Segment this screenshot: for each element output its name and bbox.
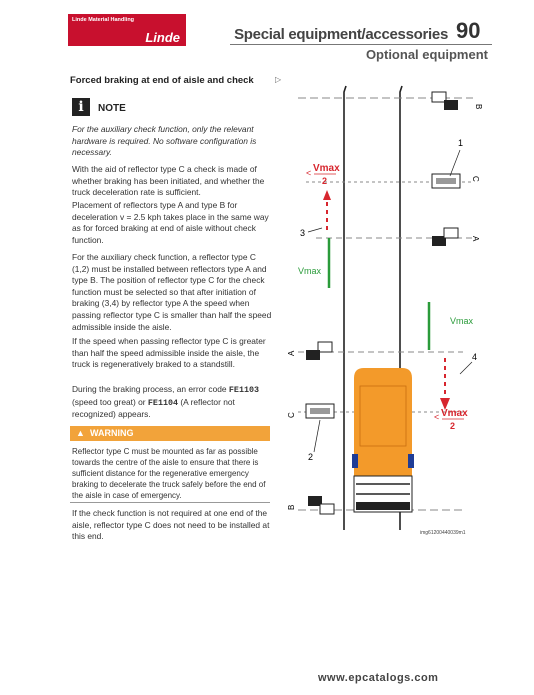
continue-arrow-icon: ▷ — [275, 75, 282, 84]
brand-logo-block — [68, 14, 186, 46]
reflector-c-bottom — [287, 404, 334, 418]
paragraph-1: With the aid of reflector type C a check is made of whether braking has been initiated, and whether the truck deceleration rate is sufficient. — [72, 164, 265, 198]
vmax-half-label-top — [306, 163, 340, 186]
footer-url[interactable]: www.epcatalogs.com — [318, 672, 439, 684]
svg-text:2: 2 — [322, 176, 328, 186]
reflector-a-bottom — [287, 342, 332, 360]
svg-text:A: A — [287, 350, 296, 356]
svg-text:B: B — [474, 104, 483, 110]
page-number: 90 — [456, 18, 481, 43]
final-paragraph: If the check function is not required at one end of the aisle, reflector type C does not need to be installed at this end. — [72, 508, 270, 542]
svg-text:<: < — [434, 412, 440, 422]
warning-text: Reflector type C must be mounted as far as possible towards the centre of the aisle to ensure that there is sufficient distance for the regenerative emergency braking to decelerate the truck safely before the end of the aisle in case of emergency. — [72, 447, 266, 500]
paragraph-4: If the speed when passing reflector type C is greater than half the speed admissible inside the aisle, the truck is regeneratively braked to a standstill. — [72, 336, 266, 370]
brand-logo: Linde — [145, 30, 180, 45]
image-reference: img61200440039m1 — [420, 530, 466, 536]
error-text-post: (A reflector not recognized) appears. — [72, 396, 235, 420]
callout-1: 1 — [458, 138, 464, 148]
svg-text:C: C — [287, 412, 296, 418]
reflector-c-top — [432, 174, 480, 188]
vmax-label-right: Vmax — [450, 316, 474, 326]
red-arrow-up — [323, 190, 331, 200]
svg-text:Vmax: Vmax — [313, 163, 340, 174]
paragraph-3: For the auxiliary check function, a reflector type C (1,2) must be installed between reflectors type A and type B. The position of reflector type C for the check function must be selected so that after initiation of braking (3,4) by reflector type A the speed when passing reflector type C is smaller than half the speed admissible inside the aisle. — [72, 252, 272, 332]
vmax-label-left: Vmax — [298, 266, 322, 276]
callout-3: 3 — [300, 228, 306, 238]
reflector-a-top — [432, 228, 480, 246]
callout-4: 4 — [472, 352, 478, 362]
header-divider — [230, 44, 492, 45]
aisle-wall-left — [344, 86, 346, 530]
brand-company-name: Linde Material Handling — [72, 17, 135, 23]
paragraph-2: Placement of reflectors type A and type B for deceleration v = 2.5 kph takes place in the same way as for forced braking at end of aisle without check function. — [72, 200, 269, 245]
forklift-truck — [352, 368, 414, 512]
error-paragraph — [72, 384, 272, 421]
page-subtitle: Optional equipment — [365, 47, 488, 62]
warning-divider — [70, 502, 270, 503]
svg-text:B: B — [287, 504, 296, 510]
svg-text:2: 2 — [450, 421, 456, 431]
error-text-mid: (speed too great) or — [72, 396, 146, 407]
svg-text:A: A — [471, 236, 480, 242]
error-text-pre: During the braking process, an error code — [72, 384, 227, 394]
info-icon: i — [72, 98, 90, 116]
error-code-fe1104: FE1104 — [147, 397, 179, 408]
note-text: For the auxiliary check function, only the relevant hardware is required. No software configuration is necessary. — [72, 124, 257, 158]
page-title: Special equipment/accessories — [234, 26, 448, 43]
aisle-diagram — [288, 78, 488, 540]
reflector-b-top — [432, 92, 483, 110]
warning-label: WARNING — [90, 428, 134, 438]
error-code-fe1103: FE1103 — [228, 385, 260, 395]
callout-2: 2 — [308, 452, 314, 462]
svg-text:C: C — [471, 176, 480, 182]
svg-text:Vmax: Vmax — [441, 408, 468, 419]
vmax-half-label-bottom — [434, 408, 468, 431]
warning-triangle-icon: ▲ — [76, 428, 85, 438]
svg-text:<: < — [306, 168, 312, 178]
reflector-b-bottom — [287, 496, 334, 514]
warning-banner — [70, 426, 270, 441]
section-title: Forced braking at end of aisle and check — [70, 75, 254, 86]
note-label: NOTE — [98, 103, 126, 114]
